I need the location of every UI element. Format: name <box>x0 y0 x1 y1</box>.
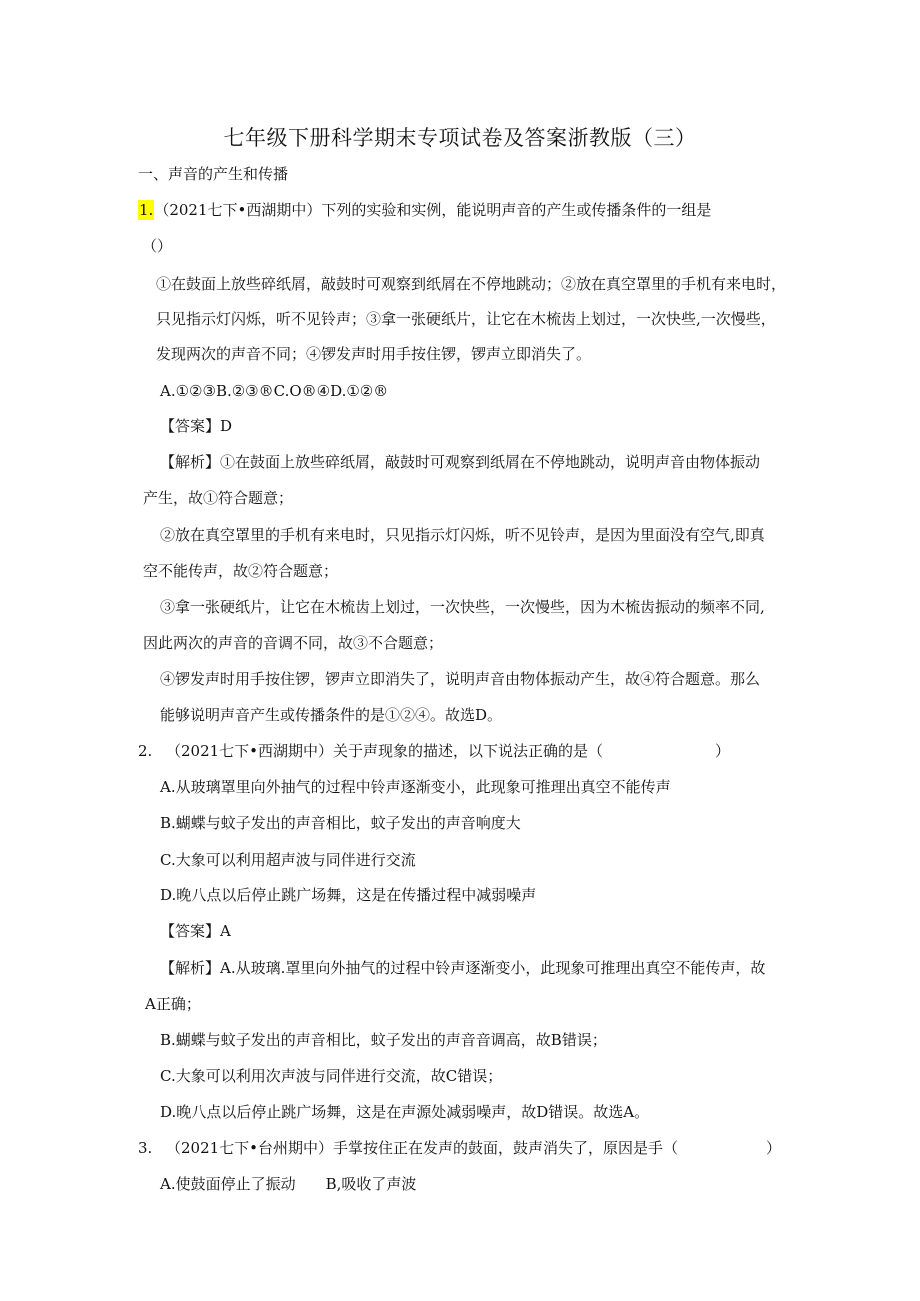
question-1-text: （2021七下•西湖期中）下列的实验和实例，能说明声音的产生或传播条件的一组是 <box>154 201 712 219</box>
question-1-analysis-line: ②放在真空罩里的手机有来电时，只见指示灯闪烁，听不见铃声，是因为里面没有空气,即真 <box>160 526 765 544</box>
question-3-text: （2021七下•台州期中）手掌按住正在发声的鼓面，鼓声消失了，原因是手（ <box>166 1139 679 1157</box>
question-1-body-line: ①在鼓面上放些碎纸屑，敲鼓时可观察到纸屑在不停地跳动；②放在真空罩里的手机有来电时， <box>156 275 787 293</box>
question-2-analysis-line: A正确； <box>145 995 201 1013</box>
question-1-paren: （） <box>142 237 173 255</box>
question-2-option: B.蝴蝶与蚊子发出的声音相比，蚊子发出的声音响度大 <box>160 814 521 832</box>
page-title: 七年级下册科学期末专项试卷及答案浙教版（三） <box>223 126 697 150</box>
question-3-number: 3. <box>138 1139 153 1157</box>
question-1-analysis-line: ③拿一张硬纸片，让它在木梳齿上划过，一次快些，一次慢些，因为木梳齿振动的频率不同, <box>160 598 765 616</box>
question-3-close-paren: ） <box>766 1139 782 1157</box>
question-2-close-paren: ） <box>715 742 731 760</box>
question-2-number: 2. <box>138 742 153 760</box>
question-2-option: A.从玻璃罩里向外抽气的过程中铃声逐渐变小，此现象可推理出真空不能传声 <box>160 778 671 796</box>
question-2-stem <box>138 741 730 761</box>
question-1-analysis-line: ④锣发声时用手按住锣，锣声立即消失了，说明声音由物体振动产生，故④符合题意。那么 <box>160 670 761 688</box>
question-1-body-line: 只见指示灯闪烁，听不见铃声；③拿一张硬纸片，让它在木梳齿上划过，一次快些,一次慢些， <box>156 310 776 328</box>
question-1-number: 1. <box>139 201 154 219</box>
question-2-analysis-line: C.大象可以利用次声波与同伴进行交流，故C错误； <box>160 1067 503 1085</box>
question-2-option: C.大象可以利用超声波与同伴进行交流 <box>160 851 416 869</box>
question-1-answer: 【答案】D <box>160 417 233 435</box>
question-2-option: D.晚八点以后停止跳广场舞，这是在传播过程中减弱噪声 <box>160 886 537 904</box>
question-1-analysis-line: 【解析】①在鼓面上放些碎纸屑，敲鼓时可观察到纸屑在不停地跳动，说明声音由物体振动 <box>160 453 761 471</box>
question-1-analysis-line: 因此两次的声音的音调不同，故③不合题意； <box>143 634 444 652</box>
question-2-analysis-line: D.晚八点以后停止跳广场舞，这是在声源处减弱噪声，故D错误。故选A。 <box>160 1103 650 1121</box>
question-1-analysis-line: 能够说明声音产生或传播条件的是①②④。故选D。 <box>160 706 503 724</box>
question-1-options: A.①②③B.②③®C.O®④D.①②® <box>160 382 389 400</box>
question-2-analysis-line: 【解析】A.从玻璃.罩里向外抽气的过程中铃声逐渐变小，此现象可推理出真空不能传声，故 <box>160 959 766 977</box>
question-1-stem <box>138 200 711 220</box>
question-3-options: A.使鼓面停止了振动 B,吸收了声波 <box>160 1175 417 1193</box>
question-1-analysis-line: 产生，故①符合题意； <box>143 489 294 507</box>
question-3-stem <box>138 1138 781 1158</box>
section-heading: 一、声音的产生和传播 <box>138 165 289 183</box>
question-1-body-line: 发现两次的声音不同；④锣发声时用手按住锣，锣声立即消失了。 <box>156 345 592 363</box>
question-2-text: （2021七下•西湖期中）关于声现象的描述，以下说法正确的是（ <box>166 742 604 760</box>
question-1-analysis-line: 空不能传声，故②符合题意； <box>143 562 339 580</box>
question-2-answer: 【答案】A <box>160 922 231 940</box>
question-2-analysis-line: B.蝴蝶与蚊子发出的声音相比，蚊子发出的声音音调高，故B错误； <box>160 1031 607 1049</box>
